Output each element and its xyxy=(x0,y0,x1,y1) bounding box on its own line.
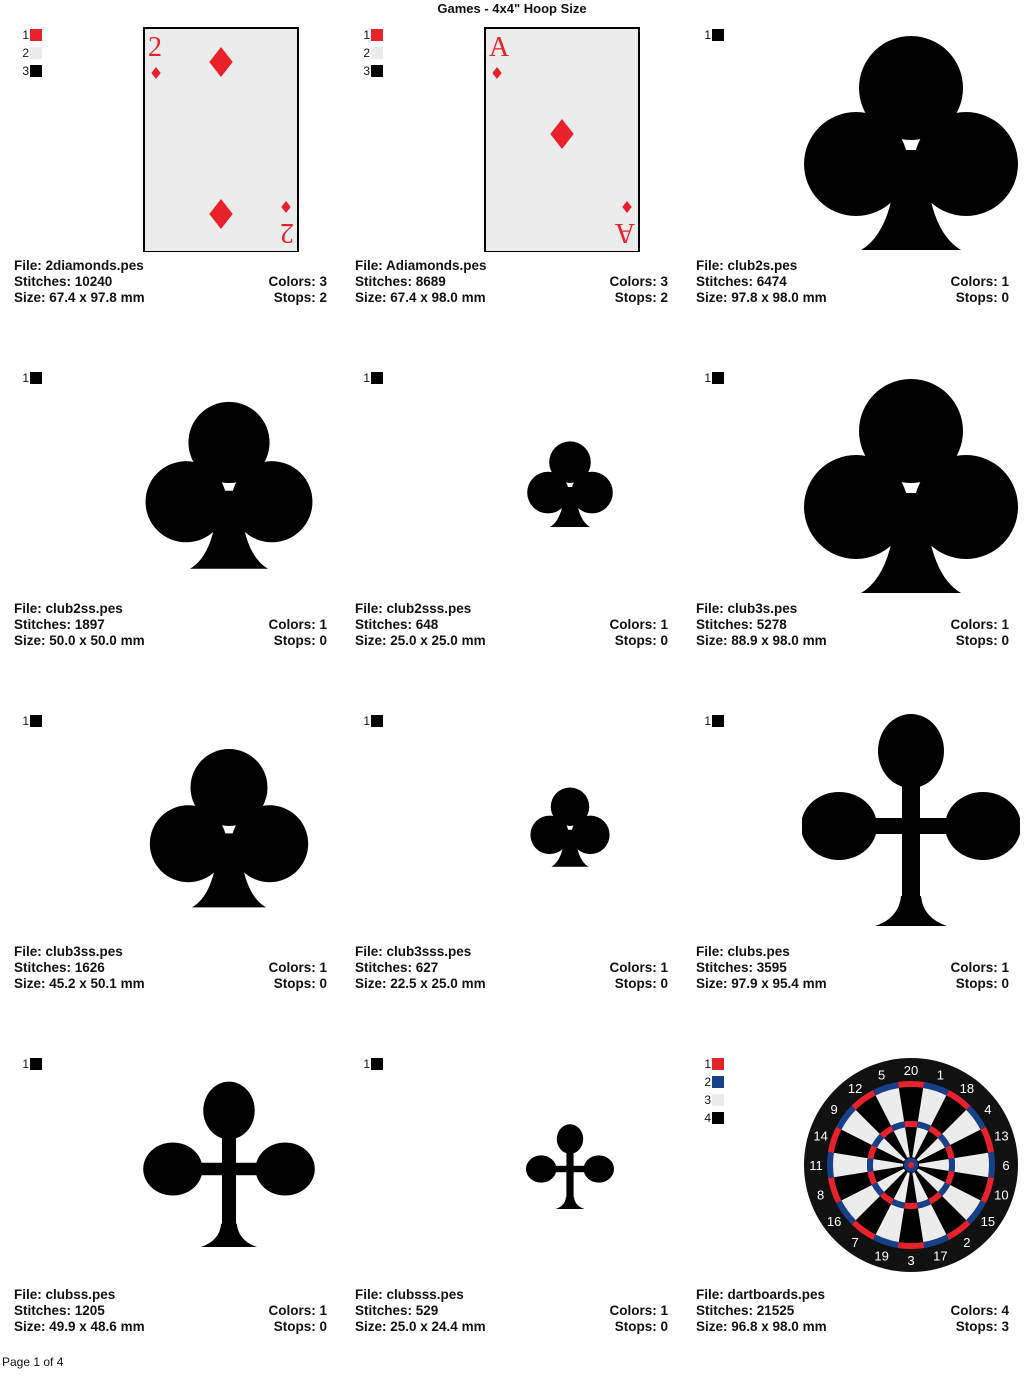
color-swatch-list xyxy=(361,712,383,730)
color-swatch xyxy=(702,1073,724,1091)
swatch-number: 1 xyxy=(704,714,711,728)
stitch-count: Stitches: 1205 xyxy=(14,1303,105,1318)
color-swatch xyxy=(20,62,42,80)
stop-count: Stops: 0 xyxy=(955,633,1009,648)
color-count: Colors: 3 xyxy=(268,274,327,289)
swatch-number: 1 xyxy=(363,371,370,385)
design-info xyxy=(14,944,327,992)
dartboard-icon xyxy=(804,1058,1018,1272)
design-cell xyxy=(0,1049,341,1392)
club-icon xyxy=(804,36,1018,250)
design-cell xyxy=(341,1049,682,1392)
design-info xyxy=(355,944,668,992)
color-swatch xyxy=(702,712,724,730)
swatch-color-box xyxy=(371,1058,383,1070)
page-title: Games - 4x4" Hoop Size xyxy=(437,1,587,16)
stop-count: Stops: 3 xyxy=(955,1319,1009,1334)
color-count: Colors: 1 xyxy=(268,617,327,632)
playing-card-icon xyxy=(144,28,298,252)
swatch-color-box xyxy=(371,65,383,77)
stop-count: Stops: 0 xyxy=(955,976,1009,991)
color-count: Colors: 1 xyxy=(950,960,1009,975)
color-swatch xyxy=(361,369,383,387)
design-cell xyxy=(682,363,1023,706)
design-preview xyxy=(461,1053,679,1281)
club-cross-icon xyxy=(143,1082,315,1247)
color-swatch-list xyxy=(20,712,42,730)
swatch-number: 3 xyxy=(22,64,29,78)
dartboard-number: 13 xyxy=(994,1128,1009,1144)
file-name: File: clubsss.pes xyxy=(355,1287,464,1302)
dartboard-number: 9 xyxy=(830,1102,838,1118)
club-icon xyxy=(804,379,1018,593)
stop-count: Stops: 0 xyxy=(614,1319,668,1334)
design-preview xyxy=(802,367,1020,595)
swatch-number: 1 xyxy=(22,714,29,728)
dartboard-number: 3 xyxy=(907,1253,915,1268)
stop-count: Stops: 0 xyxy=(273,633,327,648)
dartboard-number: 5 xyxy=(878,1067,886,1083)
file-name: File: Adiamonds.pes xyxy=(355,258,487,273)
color-swatch-list xyxy=(20,1055,42,1073)
dartboard-number: 18 xyxy=(959,1081,975,1097)
color-count: Colors: 1 xyxy=(950,274,1009,289)
design-info xyxy=(355,258,668,306)
design-preview xyxy=(120,24,338,252)
color-swatch xyxy=(20,26,42,44)
design-cell xyxy=(0,706,341,1049)
club-cross-icon xyxy=(526,1124,614,1209)
page-footer: Page 1 of 4 xyxy=(2,1355,64,1369)
swatch-color-box xyxy=(712,29,724,41)
stop-count: Stops: 2 xyxy=(614,290,668,305)
color-swatch xyxy=(702,1109,724,1127)
design-size: Size: 88.9 x 98.0 mm xyxy=(696,633,827,648)
color-swatch xyxy=(361,712,383,730)
club-icon xyxy=(150,749,308,907)
swatch-number: 1 xyxy=(704,371,711,385)
stop-count: Stops: 0 xyxy=(614,976,668,991)
dartboard-number: 20 xyxy=(903,1063,919,1078)
design-info xyxy=(14,601,327,649)
color-swatch-list xyxy=(361,1055,383,1073)
swatch-color-box xyxy=(30,29,42,41)
dartboard-number: 15 xyxy=(980,1213,996,1229)
club-icon xyxy=(527,441,613,527)
design-preview xyxy=(461,367,679,595)
design-cell xyxy=(682,706,1023,1049)
design-size: Size: 49.9 x 48.6 mm xyxy=(14,1319,145,1334)
stitch-count: Stitches: 648 xyxy=(355,617,439,632)
swatch-number: 1 xyxy=(22,28,29,42)
swatch-color-box xyxy=(30,1058,42,1070)
color-swatch xyxy=(702,26,724,44)
dartboard-number: 6 xyxy=(1002,1158,1010,1173)
stitch-count: Stitches: 627 xyxy=(355,960,439,975)
design-info xyxy=(14,258,327,306)
swatch-color-box xyxy=(371,715,383,727)
file-name: File: dartboards.pes xyxy=(696,1287,826,1302)
dartboard-number: 14 xyxy=(813,1128,828,1144)
dartboard-number: 2 xyxy=(963,1234,971,1250)
design-size: Size: 97.8 x 98.0 mm xyxy=(696,290,827,305)
design-preview xyxy=(120,367,338,595)
color-swatch-list xyxy=(702,1055,724,1127)
stop-count: Stops: 2 xyxy=(273,290,327,305)
file-name: File: club2sss.pes xyxy=(355,601,472,616)
color-swatch xyxy=(20,44,42,62)
club-icon xyxy=(146,402,313,569)
dartboard-number: 17 xyxy=(933,1248,948,1264)
stitch-count: Stitches: 21525 xyxy=(696,1303,795,1318)
card-rank-inverted: 2 xyxy=(280,217,294,248)
color-swatch-list xyxy=(702,369,724,387)
card-rank-inverted: A xyxy=(614,217,635,248)
design-info xyxy=(696,1287,1009,1335)
swatch-color-box xyxy=(371,29,383,41)
swatch-number: 2 xyxy=(704,1075,711,1089)
card-rank: A xyxy=(489,32,510,63)
swatch-number: 1 xyxy=(363,1057,370,1071)
color-swatch-list xyxy=(20,369,42,387)
stitch-count: Stitches: 10240 xyxy=(14,274,113,289)
swatch-color-box xyxy=(712,1058,724,1070)
design-size: Size: 97.9 x 95.4 mm xyxy=(696,976,827,991)
design-cell xyxy=(341,363,682,706)
swatch-number: 1 xyxy=(22,1057,29,1071)
design-cell xyxy=(0,363,341,706)
swatch-color-box xyxy=(371,47,383,59)
design-preview xyxy=(461,710,679,938)
color-swatch xyxy=(702,369,724,387)
stitch-count: Stitches: 1626 xyxy=(14,960,105,975)
design-preview xyxy=(802,24,1020,252)
design-preview xyxy=(802,710,1020,938)
design-info xyxy=(696,944,1009,992)
file-name: File: club3ss.pes xyxy=(14,944,123,959)
stitch-count: Stitches: 5278 xyxy=(696,617,787,632)
club-icon xyxy=(530,788,609,867)
club-cross-icon xyxy=(802,714,1020,926)
design-size: Size: 50.0 x 50.0 mm xyxy=(14,633,145,648)
design-size: Size: 67.4 x 97.8 mm xyxy=(14,290,145,305)
design-info xyxy=(696,258,1009,306)
color-count: Colors: 1 xyxy=(609,617,668,632)
color-swatch xyxy=(702,1091,724,1109)
stitch-count: Stitches: 3595 xyxy=(696,960,787,975)
swatch-number: 1 xyxy=(363,28,370,42)
design-cell xyxy=(341,706,682,1049)
design-size: Size: 96.8 x 98.0 mm xyxy=(696,1319,827,1334)
color-count: Colors: 1 xyxy=(609,960,668,975)
swatch-color-box xyxy=(30,372,42,384)
color-swatch xyxy=(361,1055,383,1073)
stitch-count: Stitches: 8689 xyxy=(355,274,446,289)
swatch-number: 1 xyxy=(704,28,711,42)
design-size: Size: 25.0 x 24.4 mm xyxy=(355,1319,486,1334)
file-name: File: club3s.pes xyxy=(696,601,798,616)
stitch-count: Stitches: 6474 xyxy=(696,274,787,289)
swatch-number: 1 xyxy=(22,371,29,385)
swatch-color-box xyxy=(712,372,724,384)
color-swatch xyxy=(20,1055,42,1073)
swatch-number: 3 xyxy=(363,64,370,78)
dartboard-number: 10 xyxy=(994,1187,1009,1203)
design-preview xyxy=(120,1053,338,1281)
design-size: Size: 45.2 x 50.1 mm xyxy=(14,976,145,991)
swatch-number: 2 xyxy=(22,46,29,60)
dartboard-number: 11 xyxy=(809,1158,823,1173)
swatch-number: 2 xyxy=(363,46,370,60)
file-name: File: clubs.pes xyxy=(696,944,790,959)
dartboard-number: 7 xyxy=(851,1234,859,1250)
design-preview xyxy=(120,710,338,938)
design-preview xyxy=(461,24,679,252)
color-swatch-list xyxy=(20,26,42,80)
file-name: File: club2ss.pes xyxy=(14,601,123,616)
color-swatch xyxy=(361,44,383,62)
design-size: Size: 25.0 x 25.0 mm xyxy=(355,633,486,648)
dartboard-number: 4 xyxy=(984,1102,992,1118)
stitch-count: Stitches: 1897 xyxy=(14,617,105,632)
color-swatch xyxy=(20,369,42,387)
dartboard-number: 1 xyxy=(936,1067,944,1083)
color-swatch-list xyxy=(361,369,383,387)
swatch-color-box xyxy=(30,715,42,727)
color-swatch xyxy=(361,26,383,44)
design-size: Size: 67.4 x 98.0 mm xyxy=(355,290,486,305)
swatch-number: 1 xyxy=(363,714,370,728)
design-info xyxy=(355,1287,668,1335)
color-count: Colors: 1 xyxy=(268,960,327,975)
design-size: Size: 22.5 x 25.0 mm xyxy=(355,976,486,991)
file-name: File: 2diamonds.pes xyxy=(14,258,144,273)
design-cell xyxy=(341,20,682,363)
stop-count: Stops: 0 xyxy=(614,633,668,648)
design-info xyxy=(14,1287,327,1335)
design-cell xyxy=(682,1049,1023,1392)
color-count: Colors: 3 xyxy=(609,274,668,289)
swatch-color-box xyxy=(30,65,42,77)
color-count: Colors: 1 xyxy=(950,617,1009,632)
swatch-color-box xyxy=(30,47,42,59)
stop-count: Stops: 0 xyxy=(955,290,1009,305)
color-swatch-list xyxy=(702,712,724,730)
stitch-count: Stitches: 529 xyxy=(355,1303,439,1318)
color-swatch xyxy=(20,712,42,730)
color-swatch-list xyxy=(702,26,724,44)
swatch-color-box xyxy=(371,372,383,384)
design-info xyxy=(355,601,668,649)
color-swatch-list xyxy=(361,26,383,80)
file-name: File: clubss.pes xyxy=(14,1287,116,1302)
color-count: Colors: 1 xyxy=(268,1303,327,1318)
color-swatch xyxy=(361,62,383,80)
stop-count: Stops: 0 xyxy=(273,976,327,991)
dartboard-number: 12 xyxy=(847,1081,863,1097)
swatch-color-box xyxy=(712,1076,724,1088)
swatch-color-box xyxy=(712,1112,724,1124)
swatch-color-box xyxy=(712,715,724,727)
card-rank: 2 xyxy=(148,32,162,63)
color-swatch xyxy=(702,1055,724,1073)
dartboard-number: 8 xyxy=(817,1187,825,1203)
design-info xyxy=(696,601,1009,649)
color-count: Colors: 1 xyxy=(609,1303,668,1318)
design-cell xyxy=(682,20,1023,363)
swatch-color-box xyxy=(712,1094,724,1106)
design-cell xyxy=(0,20,341,363)
file-name: File: club2s.pes xyxy=(696,258,798,273)
stop-count: Stops: 0 xyxy=(273,1319,327,1334)
file-name: File: club3sss.pes xyxy=(355,944,472,959)
playing-card-icon xyxy=(485,28,639,252)
color-count: Colors: 4 xyxy=(950,1303,1009,1318)
dartboard-number: 16 xyxy=(826,1213,842,1229)
dartboard-number: 19 xyxy=(874,1248,889,1264)
swatch-number: 3 xyxy=(704,1093,711,1107)
swatch-number: 1 xyxy=(704,1057,711,1071)
swatch-number: 4 xyxy=(704,1111,711,1125)
design-preview xyxy=(802,1053,1020,1281)
